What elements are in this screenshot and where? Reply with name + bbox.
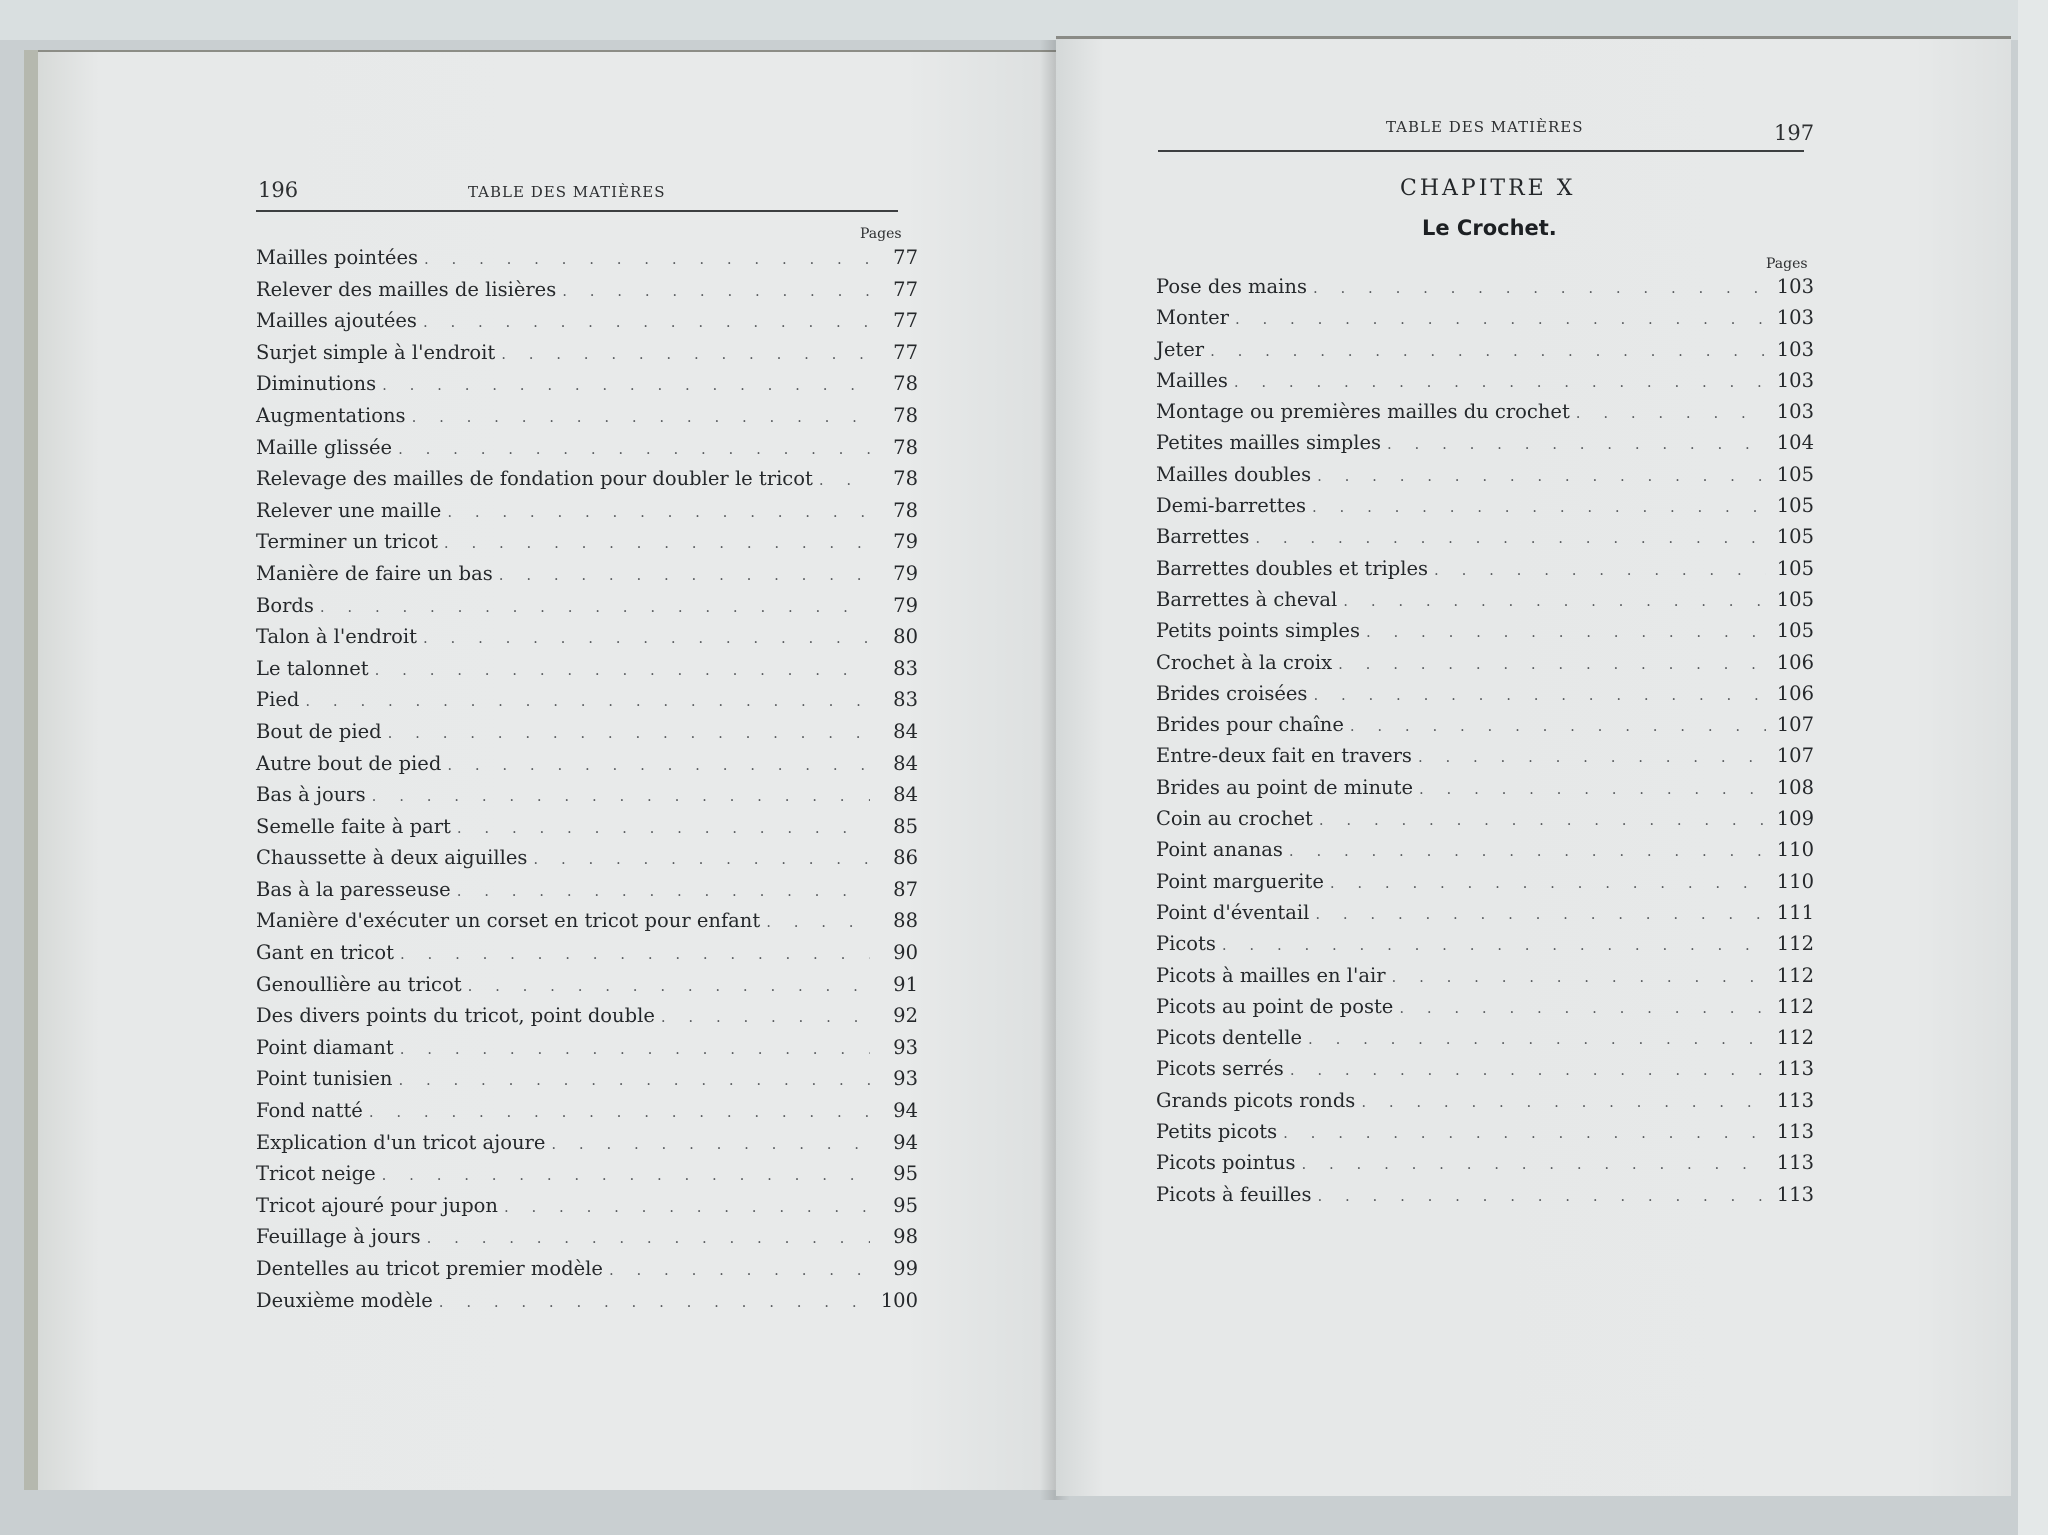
toc-entry-label: Picots dentelle — [1156, 1026, 1303, 1050]
toc-entry-label: Jeter — [1156, 337, 1205, 361]
dot-leader — [398, 1066, 870, 1096]
toc-entry-page: 99 — [893, 1257, 918, 1280]
toc-entry — [256, 812, 918, 844]
toc-entry — [256, 875, 918, 907]
toc-entry-label: Bas à jours — [256, 783, 366, 807]
toc-entry-label: Bout de pied — [256, 719, 382, 743]
dot-leader — [1392, 962, 1766, 992]
toc-entry-page: 104 — [1776, 431, 1814, 455]
dot-leader — [501, 340, 870, 370]
dot-leader — [1313, 680, 1766, 710]
toc-entry-label: Genoullière au tricot — [256, 972, 462, 996]
toc-entry — [256, 243, 918, 275]
toc-entry-page: 113 — [1776, 1182, 1814, 1206]
left-toc-list — [256, 243, 918, 1317]
toc-entry — [256, 685, 918, 717]
toc-entry-label: Picots à feuilles — [1156, 1182, 1312, 1206]
dot-leader — [1399, 993, 1766, 1023]
dot-leader — [1308, 1024, 1766, 1054]
dot-leader — [457, 814, 870, 844]
toc-entry — [256, 559, 918, 591]
toc-entry — [256, 464, 918, 496]
toc-entry-label: Explication d'un tricot ajoure — [256, 1130, 546, 1154]
toc-entry-page: 86 — [893, 846, 918, 870]
toc-entry — [1156, 366, 1814, 397]
toc-entry-label: Monter — [1156, 306, 1229, 330]
dot-leader — [457, 877, 870, 907]
toc-entry-label: Pied — [256, 688, 300, 712]
toc-entry-label: Point ananas — [1156, 838, 1283, 862]
toc-entry-label: Dentelles au tricot premier modèle — [256, 1257, 603, 1280]
dot-leader — [320, 593, 870, 623]
toc-entry — [1156, 804, 1814, 835]
toc-entry-label: Gant en tricot — [256, 941, 394, 965]
toc-entry-label: Le talonnet — [256, 656, 369, 680]
dot-leader — [412, 403, 870, 433]
toc-entry-label: Picots au point de poste — [1156, 994, 1394, 1018]
toc-entry-label: Tricot ajouré pour jupon — [256, 1193, 498, 1217]
dot-leader — [423, 624, 870, 654]
toc-entry-page: 113 — [1776, 1088, 1814, 1112]
toc-entry-page: 83 — [893, 656, 918, 680]
toc-entry-label: Demi-barrettes — [1156, 494, 1307, 518]
right-header-rule — [1158, 150, 1804, 152]
toc-entry-page: 106 — [1776, 650, 1814, 674]
toc-entry-page: 78 — [893, 403, 918, 427]
toc-entry-label: Manière de faire un bas — [256, 561, 493, 585]
toc-entry — [1156, 522, 1814, 553]
toc-entry-page: 103 — [1776, 337, 1814, 361]
toc-entry-page: 112 — [1776, 1026, 1814, 1050]
toc-entry-page: 77 — [893, 277, 918, 301]
toc-entry-label: Talon à l'endroit — [256, 625, 417, 649]
toc-entry-page: 93 — [893, 1035, 918, 1059]
dot-leader — [504, 1193, 870, 1223]
toc-entry-label: Fond natté — [256, 1099, 363, 1123]
toc-entry-label: Chaussette à deux aiguilles — [256, 846, 528, 870]
toc-entry — [1156, 616, 1814, 647]
toc-entry-label: Brides au point de minute — [1156, 775, 1413, 799]
toc-entry — [256, 433, 918, 465]
dot-leader — [1222, 930, 1766, 960]
toc-entry — [256, 717, 918, 749]
dot-leader — [1434, 555, 1766, 585]
right-pages-label: Pages — [1766, 256, 1808, 272]
left-header-rule — [256, 210, 898, 212]
toc-entry — [256, 622, 918, 654]
dot-leader — [661, 1003, 870, 1033]
dot-leader — [372, 782, 870, 812]
toc-entry-page: 110 — [1776, 838, 1814, 862]
toc-entry-label: Deuxième modèle — [256, 1288, 433, 1312]
dot-leader — [1235, 304, 1766, 334]
toc-entry-label: Surjet simple à l'endroit — [256, 340, 496, 364]
toc-entry-page: 90 — [893, 941, 918, 965]
right-folio: 197 — [1774, 121, 1815, 145]
toc-entry — [256, 1191, 918, 1223]
toc-entry-label: Mailles pointées — [256, 246, 418, 269]
dot-leader — [1387, 429, 1766, 459]
toc-entry — [256, 654, 918, 686]
dot-leader — [424, 245, 870, 275]
dot-leader — [427, 1224, 870, 1254]
toc-entry-page: 94 — [893, 1099, 918, 1123]
toc-entry — [1156, 710, 1814, 741]
toc-entry — [1156, 929, 1814, 960]
toc-entry-page: 105 — [1776, 619, 1814, 643]
toc-entry-label: Autre bout de pied — [256, 751, 442, 775]
toc-entry — [256, 1159, 918, 1191]
toc-entry — [256, 275, 918, 307]
toc-entry-page: 112 — [1776, 994, 1814, 1018]
toc-entry — [256, 527, 918, 559]
toc-entry — [1156, 1054, 1814, 1085]
dot-leader — [1576, 398, 1766, 428]
dot-leader — [609, 1256, 870, 1286]
toc-entry — [256, 401, 918, 433]
toc-entry-label: Barrettes doubles et triples — [1156, 556, 1429, 580]
toc-entry-label: Terminer un tricot — [256, 530, 438, 554]
toc-entry — [256, 1128, 918, 1160]
toc-entry — [1156, 648, 1814, 679]
toc-entry-label: Barrettes — [1156, 525, 1250, 549]
toc-entry-page: 78 — [893, 467, 918, 491]
toc-entry-page: 95 — [893, 1193, 918, 1217]
dot-leader — [533, 845, 870, 875]
toc-entry — [1156, 1117, 1814, 1148]
toc-entry-label: Point tunisien — [256, 1067, 393, 1091]
toc-entry — [1156, 773, 1814, 804]
left-folio: 196 — [258, 178, 299, 202]
toc-entry-page: 110 — [1776, 869, 1814, 893]
toc-entry-page: 112 — [1776, 963, 1814, 987]
dot-leader — [382, 371, 870, 401]
toc-entry-label: Manière d'exécuter un corset en tricot pour enfant — [256, 909, 761, 933]
toc-entry-label: Augmentations — [256, 403, 406, 427]
dot-leader — [398, 435, 870, 465]
toc-entry-label: Maille glissée — [256, 435, 393, 459]
dot-leader — [1255, 523, 1766, 553]
dot-leader — [1418, 742, 1766, 772]
dot-leader — [819, 466, 870, 496]
dot-leader — [1338, 649, 1766, 679]
toc-entry-page: 85 — [893, 814, 918, 838]
toc-entry — [1156, 303, 1814, 334]
toc-entry — [256, 1286, 918, 1318]
dot-leader — [1313, 273, 1766, 303]
dot-leader — [468, 972, 870, 1002]
dot-leader — [1330, 868, 1766, 898]
toc-entry-page: 79 — [893, 593, 918, 617]
toc-entry-page: 108 — [1776, 775, 1814, 799]
toc-entry-page: 106 — [1776, 681, 1814, 705]
toc-entry-label: Des divers points du tricot, point double — [256, 1004, 655, 1028]
dot-leader — [1312, 492, 1766, 522]
toc-entry-page: 93 — [893, 1067, 918, 1091]
toc-entry-label: Petits points simples — [1156, 619, 1360, 643]
toc-entry-page: 91 — [893, 972, 918, 996]
toc-entry-page: 111 — [1776, 900, 1814, 924]
toc-entry-label: Tricot neige — [256, 1162, 376, 1186]
toc-entry-label: Pose des mains — [1156, 275, 1307, 298]
dot-leader — [305, 687, 870, 717]
toc-entry — [1156, 1023, 1814, 1054]
dot-leader — [444, 529, 870, 559]
toc-entry-page: 84 — [893, 751, 918, 775]
toc-entry-page: 103 — [1776, 400, 1814, 424]
section-title: Le Crochet. — [1422, 216, 1557, 240]
toc-entry — [256, 970, 918, 1002]
toc-entry — [256, 338, 918, 370]
toc-entry-page: 78 — [893, 372, 918, 396]
dot-leader — [375, 656, 870, 686]
toc-entry-label: Feuillage à jours — [256, 1225, 421, 1249]
toc-entry-label: Picots à mailles en l'air — [1156, 963, 1386, 987]
toc-entry-page: 112 — [1776, 932, 1814, 956]
toc-entry-label: Montage ou premières mailles du crochet — [1156, 400, 1570, 424]
dot-leader — [1289, 836, 1766, 866]
toc-entry — [1156, 460, 1814, 491]
toc-entry-page: 103 — [1776, 275, 1814, 298]
toc-entry-label: Picots — [1156, 932, 1216, 956]
toc-entry-page: 109 — [1776, 807, 1814, 831]
toc-entry — [256, 1033, 918, 1065]
toc-entry — [1156, 867, 1814, 898]
toc-entry-page: 77 — [893, 340, 918, 364]
toc-entry-label: Picots serrés — [1156, 1057, 1284, 1081]
dot-leader — [1315, 899, 1766, 929]
dot-leader — [1234, 367, 1766, 397]
toc-entry-label: Coin au crochet — [1156, 807, 1313, 831]
right-toc-list — [1156, 272, 1814, 1211]
toc-entry-label: Brides pour chaîne — [1156, 713, 1344, 737]
toc-entry-page: 88 — [893, 909, 918, 933]
dot-leader — [1419, 774, 1766, 804]
toc-entry-page: 83 — [893, 688, 918, 712]
toc-entry — [1156, 961, 1814, 992]
dot-leader — [369, 1098, 870, 1128]
toc-entry — [256, 591, 918, 623]
dot-leader — [766, 908, 870, 938]
toc-entry — [1156, 428, 1814, 459]
left-pages-label: Pages — [860, 226, 902, 242]
toc-entry-label: Picots pointus — [1156, 1151, 1296, 1175]
toc-entry-label: Point d'éventail — [1156, 900, 1310, 924]
left-running-header: TABLE DES MATIÈRES — [468, 183, 666, 201]
dot-leader — [1361, 1087, 1766, 1117]
dot-leader — [447, 751, 870, 781]
toc-entry — [256, 1254, 918, 1286]
toc-entry-page: 87 — [893, 877, 918, 901]
toc-entry-label: Mailles ajoutées — [256, 309, 417, 333]
dot-leader — [1283, 1118, 1766, 1148]
toc-entry-page: 103 — [1776, 368, 1814, 392]
dot-leader — [400, 1035, 870, 1065]
toc-entry — [256, 780, 918, 812]
toc-entry — [256, 306, 918, 338]
toc-entry-page: 84 — [893, 783, 918, 807]
toc-entry — [1156, 335, 1814, 366]
background-top — [0, 0, 2048, 40]
dot-leader — [1210, 336, 1766, 366]
dot-leader — [1350, 711, 1766, 741]
toc-entry-page: 105 — [1776, 494, 1814, 518]
toc-entry-page: 92 — [893, 1004, 918, 1028]
toc-entry-page: 78 — [893, 498, 918, 522]
toc-entry-label: Diminutions — [256, 372, 377, 396]
toc-entry-label: Mailles — [1156, 368, 1228, 392]
left-page — [24, 50, 1056, 1490]
toc-entry-label: Bords — [256, 593, 314, 617]
toc-entry-page: 105 — [1776, 462, 1814, 486]
dot-leader — [499, 561, 870, 591]
toc-entry-label: Relevage des mailles de fondation pour doubler le tricot — [256, 467, 813, 491]
toc-entry — [256, 369, 918, 401]
toc-entry-label: Semelle faite à part — [256, 814, 451, 838]
toc-entry — [1156, 898, 1814, 929]
toc-entry — [256, 1064, 918, 1096]
toc-entry — [1156, 835, 1814, 866]
toc-entry-page: 100 — [880, 1288, 918, 1312]
dot-leader — [400, 940, 870, 970]
dot-leader — [382, 1161, 870, 1191]
dot-leader — [1343, 586, 1766, 616]
dot-leader — [1317, 1181, 1766, 1211]
toc-entry-label: Bas à la paresseuse — [256, 877, 451, 901]
toc-entry-page: 105 — [1776, 556, 1814, 580]
dot-leader — [562, 277, 870, 307]
toc-entry-label: Brides croisées — [1156, 681, 1308, 705]
chapter-title: CHAPITRE X — [1400, 176, 1576, 201]
toc-entry-page: 77 — [893, 309, 918, 333]
toc-entry — [256, 1001, 918, 1033]
toc-entry — [1156, 679, 1814, 710]
background-right — [2018, 0, 2048, 1535]
toc-entry-page: 80 — [893, 625, 918, 649]
toc-entry — [1156, 1148, 1814, 1179]
toc-entry-label: Petites mailles simples — [1156, 431, 1382, 455]
toc-entry-page: 95 — [893, 1162, 918, 1186]
dot-leader — [1290, 1055, 1766, 1085]
toc-entry — [256, 1222, 918, 1254]
toc-entry — [1156, 397, 1814, 428]
toc-entry-page: 79 — [893, 530, 918, 554]
toc-entry-label: Petits picots — [1156, 1120, 1278, 1144]
toc-entry — [1156, 1086, 1814, 1117]
toc-entry — [256, 496, 918, 528]
dot-leader — [551, 1130, 870, 1160]
toc-entry-label: Barrettes à cheval — [1156, 587, 1338, 611]
dot-leader — [447, 498, 870, 528]
right-page — [1056, 36, 2011, 1496]
toc-entry-label: Relever une maille — [256, 498, 442, 522]
toc-entry — [1156, 585, 1814, 616]
toc-entry-page: 103 — [1776, 306, 1814, 330]
toc-entry — [1156, 1180, 1814, 1211]
toc-entry-page: 79 — [893, 561, 918, 585]
dot-leader — [423, 308, 870, 338]
toc-entry — [1156, 272, 1814, 303]
toc-entry-page: 98 — [893, 1225, 918, 1249]
toc-entry-page: 113 — [1776, 1151, 1814, 1175]
toc-entry-label: Grands picots ronds — [1156, 1088, 1356, 1112]
toc-entry-label: Point diamant — [256, 1035, 394, 1059]
toc-entry-page: 77 — [893, 246, 918, 269]
toc-entry-label: Entre-deux fait en travers — [1156, 744, 1412, 768]
dot-leader — [1319, 805, 1766, 835]
right-running-header: TABLE DES MATIÈRES — [1386, 118, 1584, 136]
toc-entry-label: Relever des mailles de lisières — [256, 277, 557, 301]
toc-entry-label: Mailles doubles — [1156, 462, 1312, 486]
toc-entry-label: Point marguerite — [1156, 869, 1324, 893]
dot-leader — [1301, 1149, 1766, 1179]
toc-entry-page: 113 — [1776, 1120, 1814, 1144]
toc-entry-page: 105 — [1776, 525, 1814, 549]
dot-leader — [1317, 461, 1766, 491]
toc-entry-label: Crochet à la croix — [1156, 650, 1333, 674]
dot-leader — [388, 719, 870, 749]
toc-entry-page: 94 — [893, 1130, 918, 1154]
toc-entry — [1156, 491, 1814, 522]
toc-entry-page: 107 — [1776, 744, 1814, 768]
toc-entry — [1156, 992, 1814, 1023]
toc-entry-page: 113 — [1776, 1057, 1814, 1081]
toc-entry-page: 78 — [893, 435, 918, 459]
toc-entry — [256, 749, 918, 781]
toc-entry — [256, 938, 918, 970]
toc-entry — [256, 1096, 918, 1128]
dot-leader — [1366, 617, 1766, 647]
toc-entry — [256, 843, 918, 875]
toc-entry — [256, 906, 918, 938]
toc-entry-page: 107 — [1776, 713, 1814, 737]
toc-entry-page: 105 — [1776, 587, 1814, 611]
toc-entry — [1156, 741, 1814, 772]
toc-entry — [1156, 554, 1814, 585]
dot-leader — [439, 1288, 870, 1318]
toc-entry-page: 84 — [893, 719, 918, 743]
